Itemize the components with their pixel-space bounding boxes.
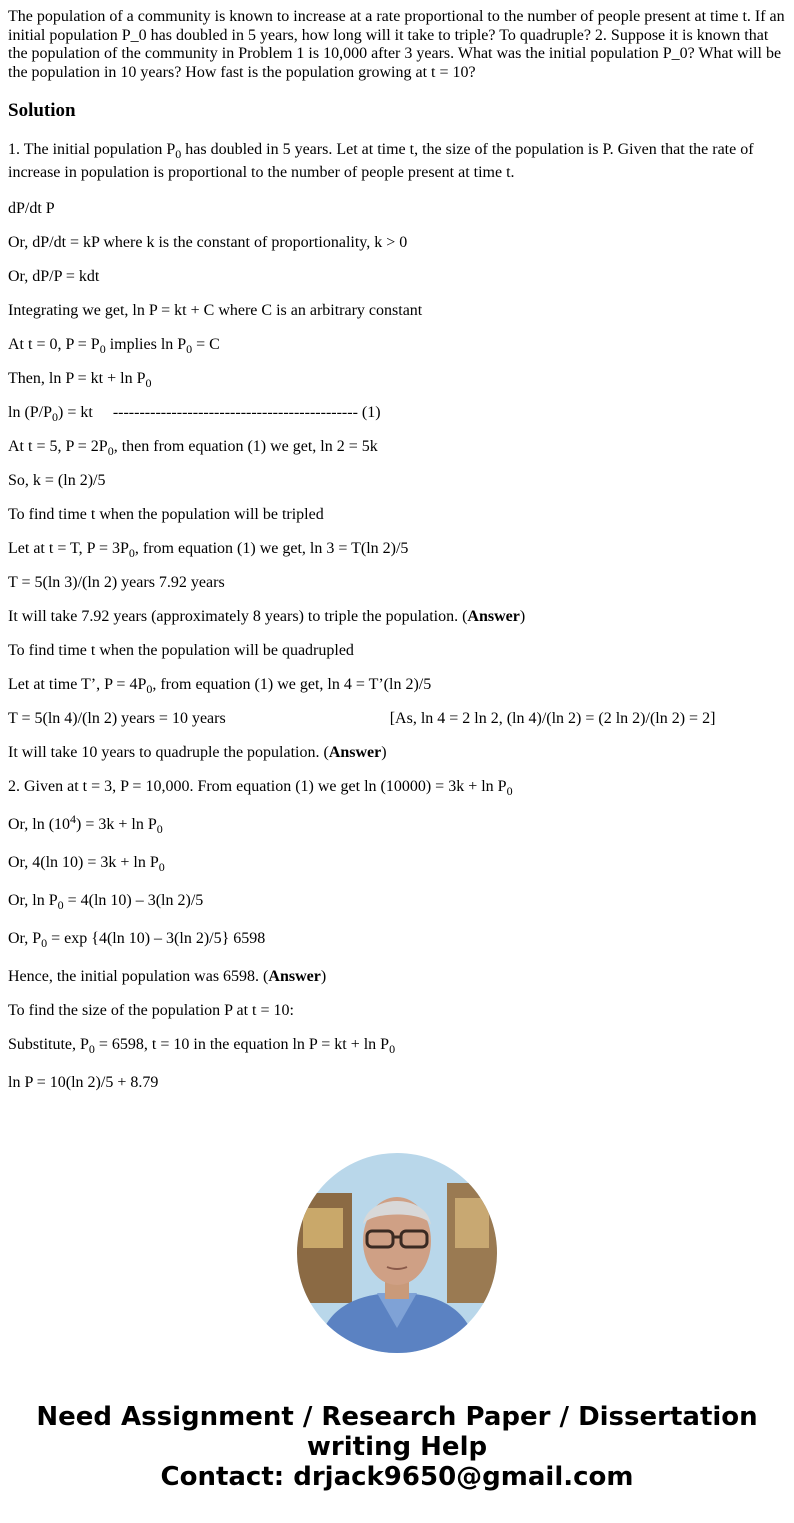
solution-line: [8, 370, 788, 388]
text-segment: Or, ln (10: [8, 816, 71, 833]
solution-line: Integrating we get, ln P = kt + C where C is an arbitrary constant: [8, 302, 423, 319]
text-segment: , from equation (1) we get, ln 4 = T’(ln 2)/5: [152, 676, 432, 693]
footer-contact: Contact: drjack9650@gmail.com: [160, 1462, 634, 1492]
subscript: 0: [175, 147, 182, 161]
text-segment: Or, 4(ln 10) = 3k + ln P: [8, 854, 159, 871]
text-segment: Then, ln P = kt + ln P: [8, 370, 146, 387]
solution-line: T = 5(ln 3)/(ln 2) years 7.92 years: [8, 574, 225, 591]
author-avatar: [297, 1153, 497, 1353]
solution-line: Or, dP/dt = kP where k is the constant of proportionality, k > 0: [8, 234, 408, 251]
text-segment: ) = 3k + ln P: [76, 816, 157, 833]
text-segment: At t = 5, P = 2P: [8, 438, 108, 455]
footer-banner: [0, 1402, 794, 1492]
text-segment: Let at t = T, P = 3P: [8, 540, 129, 557]
solution-line: [8, 438, 788, 456]
text-segment: = C: [192, 336, 220, 353]
text-segment: It will take 10 years to quadruple the population. (: [8, 744, 329, 761]
subscript: 0: [158, 860, 165, 874]
solution-line: [8, 930, 788, 948]
text-segment: T = 5(ln 4)/(ln 2) years = 10 years: [8, 710, 226, 727]
subscript: 0: [57, 898, 64, 912]
subscript: 0: [128, 546, 135, 560]
solution-line: [8, 676, 788, 694]
solution-line: [8, 710, 788, 728]
solution-line: To find the size of the population P at t = 10:: [8, 1002, 294, 1019]
text-segment: ): [519, 608, 526, 625]
text-segment: = exp {4(ln 10) – 3(ln 2)/5} 6598: [47, 930, 266, 947]
text-segment: 2. Given at t = 3, P = 10,000. From equation (1) we get ln (10000) = 3k + ln P: [8, 778, 507, 795]
subscript: 0: [41, 936, 48, 950]
text-segment: has doubled in 5 years. Let at time t, the size of the population is P. Given that the rate of increase in population is proportional to the number of people present at time t.: [8, 141, 754, 181]
solution-heading: Solution: [8, 100, 76, 121]
solution-line: [8, 744, 788, 762]
subscript: 0: [88, 1042, 95, 1056]
text-segment: ln (P/P: [8, 404, 53, 421]
text-segment: 1. The initial population P: [8, 141, 176, 158]
text-segment: Or, P: [8, 930, 42, 947]
subscript: 0: [52, 410, 59, 424]
solution-line: To find time t when the population will be tripled: [8, 506, 324, 523]
subscript: 0: [99, 342, 106, 356]
text-segment: Hence, the initial population was 6598. (: [8, 968, 269, 985]
text-segment: At t = 0, P = P: [8, 336, 100, 353]
text-segment: = 4(ln 10) – 3(ln 2)/5: [63, 892, 204, 909]
solution-line: Or, dP/P = kdt: [8, 268, 100, 285]
text-segment: , then from equation (1) we get, ln 2 = 5k: [113, 438, 378, 455]
subscript: 0: [146, 682, 153, 696]
subscript: 0: [107, 444, 114, 458]
text-segment: ): [320, 968, 327, 985]
text-segment: ): [381, 744, 387, 761]
footer-line: Need Assignment / Research Paper / Dissertation: [36, 1402, 758, 1432]
text-segment: [As, ln 4 = 2 ln 2, (ln 4)/(ln 2) = (2 ln 2)/(ln 2) = 2]: [389, 710, 716, 727]
answer-label: Answer: [268, 968, 321, 985]
subscript: 0: [389, 1042, 396, 1056]
superscript: 4: [70, 812, 77, 826]
solution-line: ln P = 10(ln 2)/5 + 8.79: [8, 1074, 159, 1091]
document-body: [8, 0, 788, 1092]
solution-line: [8, 608, 788, 626]
solution-line: [8, 336, 788, 354]
text-segment: , from equation (1) we get, ln 3 = T(ln 2)/5: [134, 540, 409, 557]
solution-line: To find time t when the population will be quadrupled: [8, 642, 354, 659]
text-segment: Substitute, P: [8, 1036, 89, 1053]
subscript: 0: [156, 822, 163, 836]
solution-line: [8, 854, 788, 872]
answer-label: Answer: [467, 608, 520, 625]
solution-line: [8, 404, 788, 422]
solution-line: [8, 968, 788, 986]
solution-line: [8, 540, 788, 558]
question-text: The population of a community is known to increase at a rate proportional to the number of people present at time t. If an initial population P_0 has doubled in 5 years, how long will it take to triple? To quadruple? 2. Suppose it is known that the population of the community in Problem 1 is 10,000 after 3 years. What was the initial population P_0? What will be the population in 10 years? How fast is the population growing at t = 10?: [8, 8, 785, 81]
solution-line: [8, 138, 788, 184]
solution-line: [8, 778, 788, 796]
footer-line: writing Help: [306, 1432, 488, 1462]
answer-label: Answer: [328, 744, 382, 761]
text-segment: It will take 7.92 years (approximately 8 years) to triple the population. (: [8, 608, 468, 625]
subscript: 0: [506, 784, 513, 798]
solution-line: So, k = (ln 2)/5: [8, 472, 106, 489]
subscript: 0: [145, 376, 152, 390]
text-segment: implies ln P: [105, 336, 187, 353]
solution-line: [8, 1036, 788, 1054]
text-segment: ) = kt: [58, 404, 93, 421]
text-segment: Or, ln P: [8, 892, 58, 909]
subscript: 0: [186, 342, 193, 356]
solution-line: dP/dt P: [8, 200, 55, 217]
solution-line: [8, 892, 788, 910]
text-segment: Let at time T’, P = 4P: [8, 676, 147, 693]
author-photo: [297, 1153, 497, 1353]
equation-marker: ---------------------------------------------- (1): [112, 404, 381, 421]
text-segment: = 6598, t = 10 in the equation ln P = kt + ln P: [94, 1036, 390, 1053]
solution-line: [8, 812, 788, 836]
